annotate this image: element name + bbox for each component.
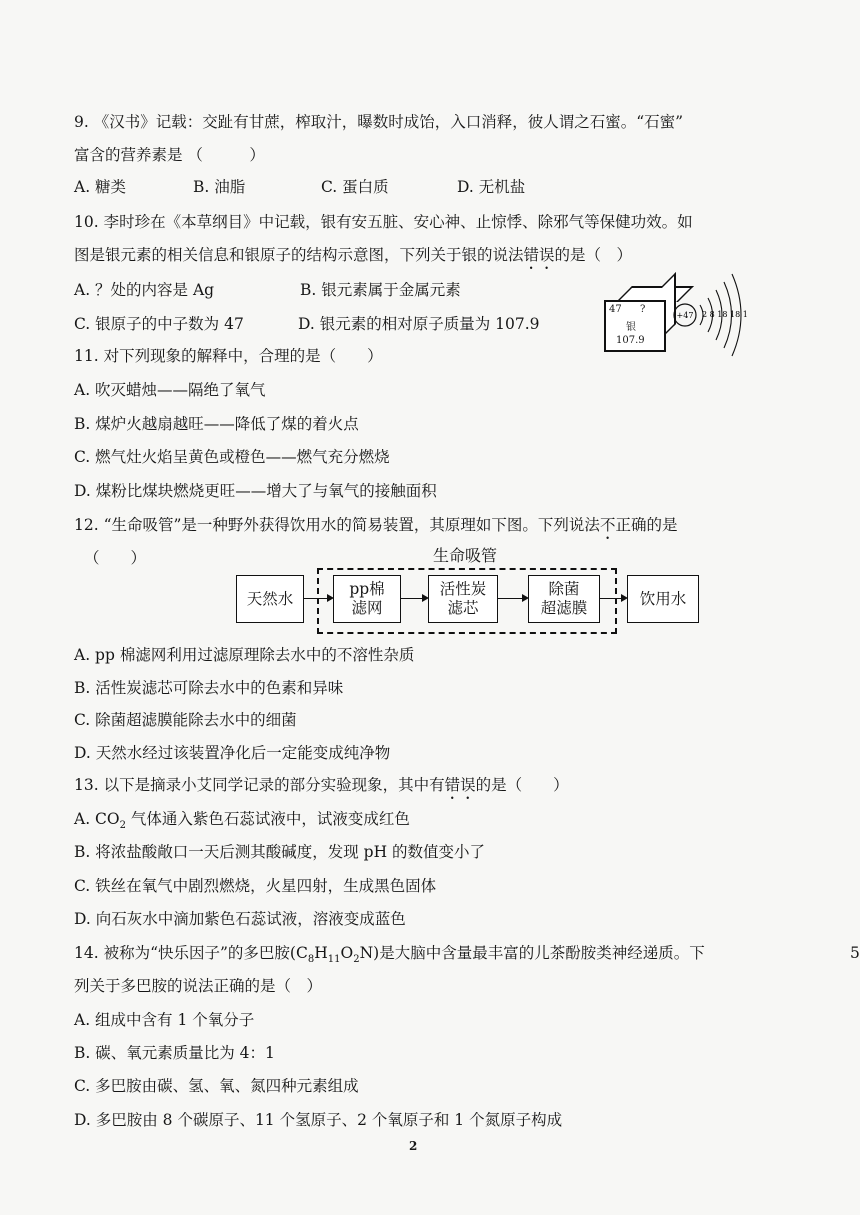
q12-stem-line1: 12. “生命吸管”是一种野外获得饮用水的简易装置，其原理如下图。下列说法不正确的是	[74, 516, 678, 534]
q13-option-a: A. $CO_2$ 气体通入紫色石蕊试液中，试液变成红色	[74, 810, 410, 832]
q13-option-d: D. 向石灰水中滴加紫色石蕊试液，溶液变成蓝色	[74, 910, 406, 928]
box-pp-filter: pp棉 滤网	[333, 575, 401, 623]
q9-stem-line1: 9. 《汉书》记载：交趾有甘蔗，榨取汁，曝数时成饴，入口消释，彼人谓之石蜜。“石蜜”	[74, 113, 684, 131]
element-symbol: ?	[640, 304, 646, 315]
arrow-2	[401, 598, 427, 599]
atom-structure-diagram	[672, 268, 752, 364]
q10-option-d: D. 银元素的相对原子质量为 107.9	[298, 315, 540, 333]
page-number: 2	[409, 1139, 418, 1153]
shell-electrons: 2 8 18 18 1	[702, 310, 748, 319]
q14-option-d: D. 多巴胺由 8 个碳原子、11 个氢原子、2 个氧原子和 1 个氮原子构成	[74, 1111, 563, 1129]
element-atomic-number: 47	[609, 304, 622, 315]
q11-option-a: A. 吹灭蜡烛——隔绝了氧气	[74, 381, 266, 399]
q14-option-a: A. 组成中含有 1 个氧分子	[74, 1011, 255, 1029]
arrow-3	[498, 598, 527, 599]
q10-option-b: B. 银元素属于金属元素	[300, 281, 461, 299]
box-drinking-water: 饮用水	[627, 575, 699, 623]
nucleus-charge: +47	[676, 311, 694, 320]
q14-stem-line1: 14. 被称为“快乐因子”的多巴胺$(C_8H_{11}O_2N)$是大脑中含量最丰富的儿茶酚胺类神经递质。下	[74, 944, 705, 966]
q13-stem: 13. 以下是摘录小艾同学记录的部分实验现象，其中有错误的是（ ）	[74, 776, 569, 794]
q9-option-c: C. 蛋白质	[321, 178, 389, 196]
q13-option-c: C. 铁丝在氧气中剧烈燃烧，火星四射，生成黑色固体	[74, 877, 437, 895]
q9-option-b: B. 油脂	[193, 178, 246, 196]
q11-stem: 11. 对下列现象的解释中，合理的是（ ）	[74, 347, 383, 365]
q14-option-b: B. 碳、氧元素质量比为 4：1	[74, 1044, 275, 1062]
arrow-4	[600, 598, 626, 599]
q12-option-b: B. 活性炭滤芯可除去水中的色素和异味	[74, 679, 344, 697]
q13-emphasis: 错误	[444, 776, 476, 794]
q12-option-d: D. 天然水经过该装置净化后一定能变成纯净物	[74, 744, 391, 762]
q10-option-a: A. ？处的内容是 Ag	[74, 281, 215, 299]
q12-option-a: A. pp 棉滤网利用过滤原理除去水中的不溶性杂质	[74, 646, 415, 664]
box-carbon-filter: 活性炭 滤芯	[428, 575, 498, 623]
element-atomic-mass: 107.9	[616, 335, 645, 346]
element-name: 银	[626, 322, 636, 333]
arrow-1	[303, 598, 332, 599]
q12-emphasis: 不	[599, 516, 616, 534]
q10-option-c: C. 银原子的中子数为 47	[74, 315, 244, 333]
q10-emphasis: 错误	[523, 246, 555, 264]
q14-option-c: C. 多巴胺由碳、氢、氧、氮四种元素组成	[74, 1077, 359, 1095]
q11-option-d: D. 煤粉比煤块燃烧更旺——增大了与氧气的接触面积	[74, 482, 437, 500]
q10-stem-line2: 图是银元素的相关信息和银原子的结构示意图，下列关于银的说法错误的是（ ）	[74, 246, 633, 264]
q12-stem-line2: （ ）	[84, 549, 147, 567]
q13-option-b: B. 将浓盐酸敞口一天后测其酸碱度，发现 pH 的数值变小了	[74, 843, 486, 861]
q12-option-c: C. 除菌超滤膜能除去水中的细菌	[74, 711, 297, 729]
box-natural-water: 天然水	[236, 575, 304, 623]
q9-option-a: A. 糖类	[74, 178, 127, 196]
q11-option-c: C. 燃气灶火焰呈黄色或橙色——燃气充分燃烧	[74, 448, 390, 466]
q9-option-d: D. 无机盐	[457, 178, 526, 196]
diagram-title: 生命吸管	[433, 546, 498, 565]
box-uf-membrane: 除菌 超滤膜	[528, 575, 600, 623]
q9-stem-line2: 富含的营养素是 （ ）	[74, 146, 265, 164]
q10-stem-line1: 10. 李时珍在《本草纲目》中记载，银有安五脏、安心神、止惊悸、除邪气等保健功效。如	[74, 213, 693, 231]
q11-option-b: B. 煤炉火越扇越旺——降低了煤的着火点	[74, 415, 359, 433]
margin-mark: 5	[850, 944, 860, 962]
q14-stem-line2: 列关于多巴胺的说法正确的是（ ）	[74, 977, 323, 995]
